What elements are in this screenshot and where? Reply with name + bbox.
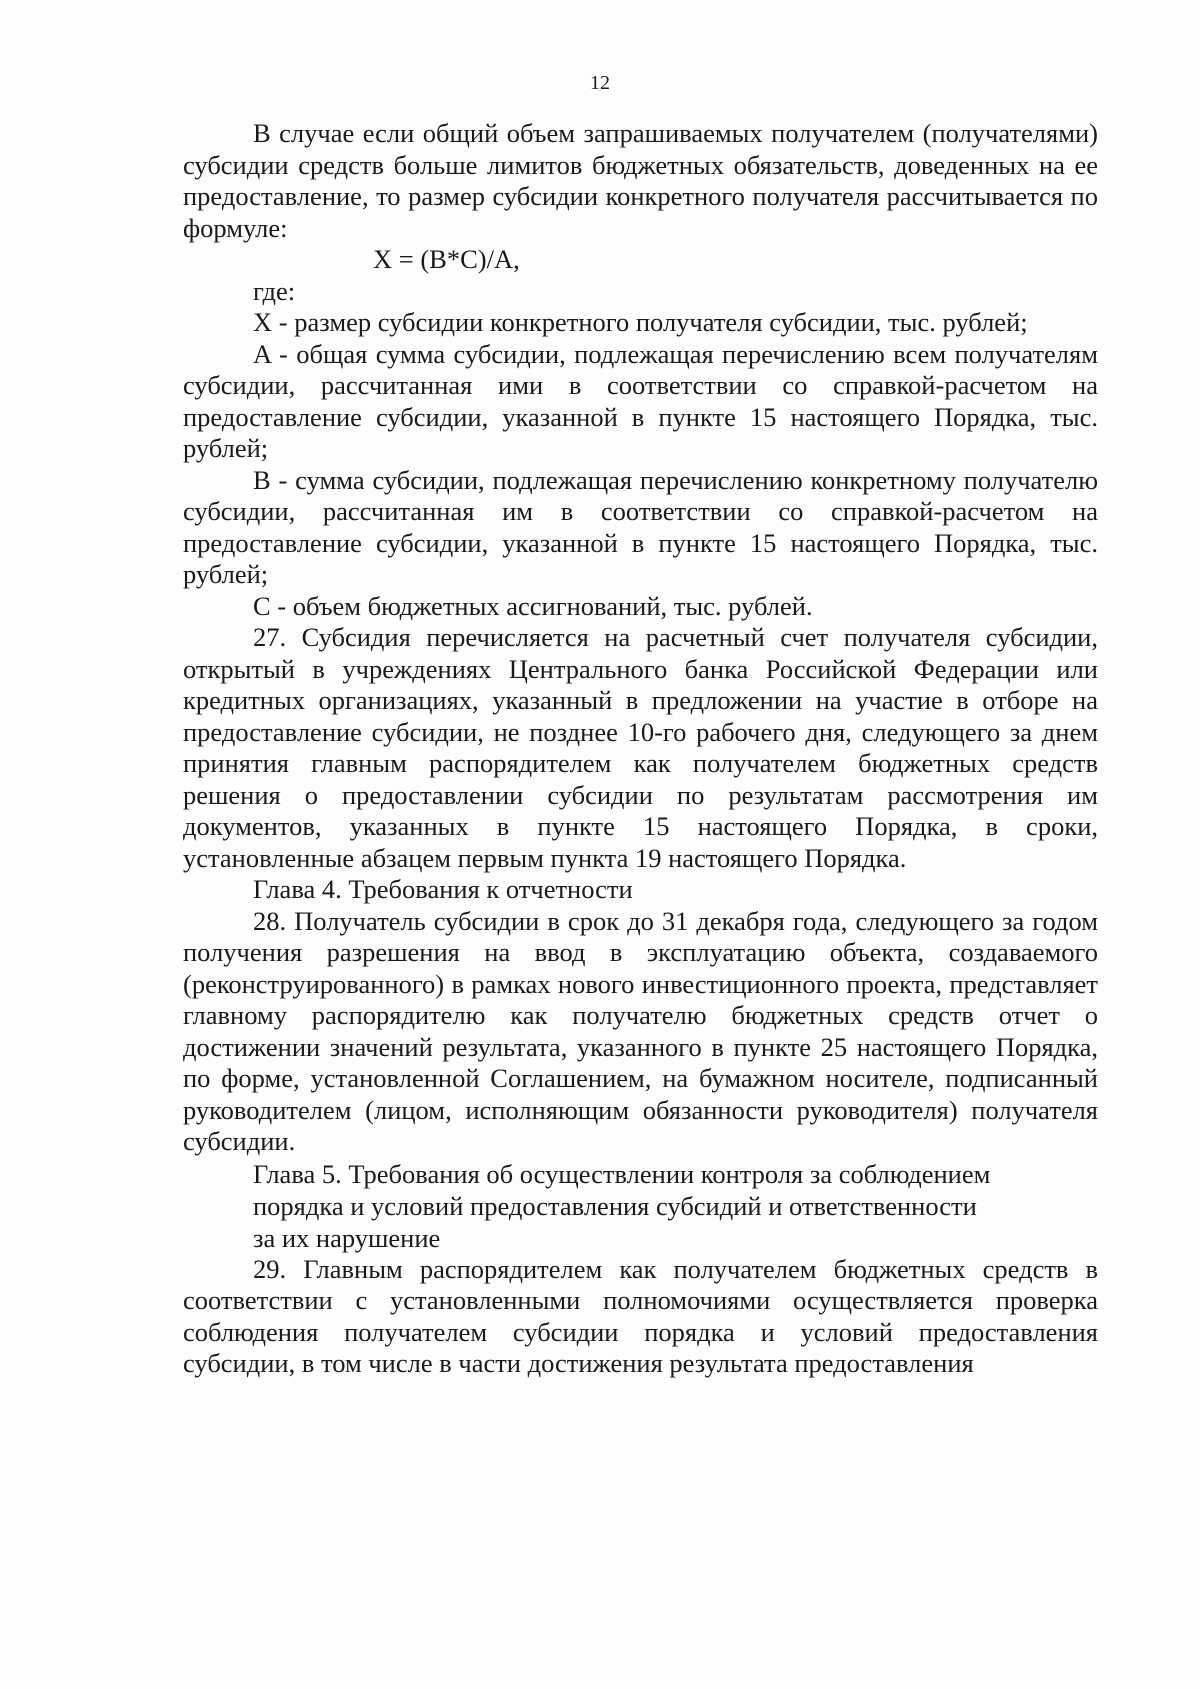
- paragraph-29: 29. Главным распорядителем как получателем бюджетных средств в соответствии с установленными полномочиями осуществляется проверка соблюдения получателем субсидии порядка и условий предоставления субсидии, в том числе в части достижения результата предоставления: [183, 1253, 1098, 1378]
- page-number: 12: [590, 72, 610, 94]
- chapter-5-heading: [183, 1158, 1098, 1254]
- definition-c: C - объем бюджетных ассигнований, тыс. рублей.: [253, 590, 813, 621]
- definition-b: B - сумма субсидии, подлежащая перечислению конкретному получателю субсидии, рассчитанная им в соответствии со справкой-расчетом на предоставление субсидии, указанной в пункте 15 настоящего Порядка, тыс. рублей;: [183, 464, 1098, 589]
- paragraph-27: 27. Субсидия перечисляется на расчетный счет получателя субсидии, открытый в учреждениях Центрального банка Российской Федерации или кредитных организациях, указанный в предложении на участие в отборе на предоставление субсидии, не позднее 10-го рабочего дня, следующего за днем принятия главным распорядителем как получателем бюджетных средств решения о предоставлении субсидии по результатам рассмотрения им документов, указанных в пункте 15 настоящего Порядка, в сроки, установленные абзацем первым пункта 19 настоящего Порядка.: [183, 622, 1098, 873]
- paragraph-28: 28. Получатель субсидии в срок до 31 декабря года, следующего за годом получения разрешения на ввод в эксплуатацию объекта, создаваемого (реконструированного) в рамках нового инвестиционного проекта, представляет главному распорядителю как получателю бюджетных средств отчет о достижении значений результата, указанного в пункте 25 настоящего Порядка, по форме, установленной Соглашением, на бумажном носителе, подписанный руководителем (лицом, исполняющим обязанности руководителя) получателя субсидии.: [183, 905, 1098, 1156]
- chapter-5-heading-line-1: Глава 5. Требования об осуществлении контроля за соблюдением: [253, 1158, 991, 1189]
- chapter-4-heading: Глава 4. Требования к отчетности: [253, 874, 633, 904]
- formula: X = (B*C)/A,: [373, 244, 520, 274]
- document-body: [183, 118, 1098, 1380]
- definition-x: X - размер субсидии конкретного получателя субсидии, тыс. рублей;: [253, 307, 1028, 337]
- where-label: где:: [253, 275, 296, 306]
- chapter-5-heading-line-3: за их нарушение: [253, 1222, 441, 1253]
- definition-a: A - общая сумма субсидии, подлежащая перечислению всем получателям субсидии, рассчитанная ими в соответствии со справкой-расчетом на предоставление субсидии, указанной в пункте 15 настоящего Порядка, тыс. рублей;: [183, 338, 1098, 463]
- chapter-5-heading-line-2: порядка и условий предоставления субсидий и ответственности: [253, 1190, 977, 1221]
- paragraph-intro: В случае если общий объем запрашиваемых получателем (получателями) субсидии средств больше лимитов бюджетных обязательств, доведенных на ее предоставление, то размер субсидии конкретного получателя рассчитывается по формуле:: [183, 118, 1098, 243]
